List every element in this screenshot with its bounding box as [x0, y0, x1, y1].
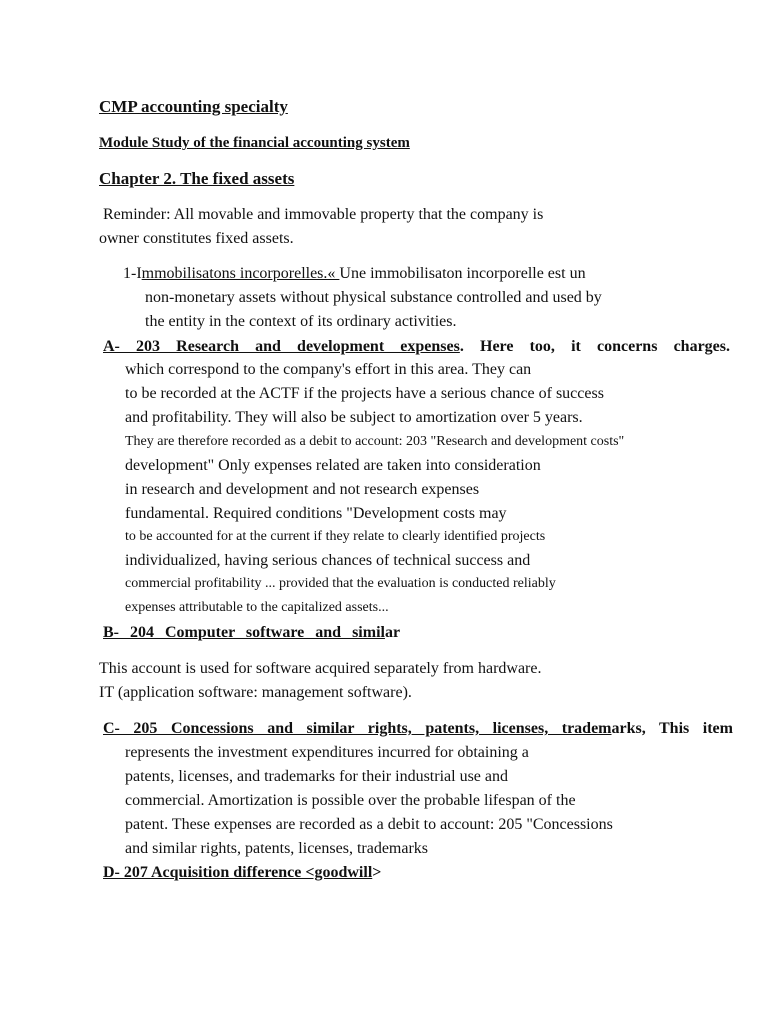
section-c-line-1: represents the investment expenditures incurred for obtaining a — [125, 744, 529, 761]
item1-title: mmobilisatons incorporelles.« — [141, 265, 340, 282]
item1-first-line — [123, 264, 586, 284]
section-c-title-rest: arks, This item — [611, 720, 733, 737]
section-b-heading — [103, 623, 400, 643]
reminder-line-1: Reminder: All movable and immovable property that the company is — [103, 206, 544, 223]
section-a-title: A- 203 Research and development expenses — [103, 338, 460, 355]
section-a-line-10: commercial profitability ... provided that the evaluation is conducted reliably — [125, 576, 556, 591]
section-b-title: B- 204 Computer software and simil — [103, 624, 385, 641]
section-a-title-rest: . Here too, it concerns charges. — [459, 338, 731, 355]
section-c-line-4: patent. These expenses are recorded as a debit to account: 205 "Concessions — [125, 816, 613, 833]
section-a-line-6: in research and development and not research expenses — [125, 481, 480, 498]
section-d-title-tail: > — [372, 864, 382, 881]
section-c-line-3: commercial. Amortization is possible over the probable lifespan of the — [125, 792, 576, 809]
section-a-line-9: individualized, having serious chances of technical success and — [125, 552, 531, 569]
section-a-line-11: expenses attributable to the capitalized assets... — [125, 600, 389, 615]
section-a-line-2: to be recorded at the ACTF if the projects have a serious chance of success — [125, 385, 604, 402]
section-b-line-2: IT (application software: management software). — [99, 684, 412, 701]
item1-line-2: non-monetary assets without physical substance controlled and used by — [145, 289, 602, 306]
section-d-heading — [103, 863, 381, 883]
section-c-line-5: and similar rights, patents, licenses, trademarks — [125, 840, 429, 857]
section-b-title-tail: ar — [384, 624, 401, 641]
section-b-line-1: This account is used for software acquired separately from hardware. — [99, 660, 542, 677]
section-a-line-3: and profitability. They will also be subject to amortization over 5 years. — [125, 409, 583, 426]
section-a-line-5: development" Only expenses related are taken into consideration — [125, 457, 541, 474]
section-a-line-8: to be accounted for at the current if they relate to clearly identified projects — [125, 529, 546, 544]
section-c-title: C- 205 Concessions and similar rights, patents, licenses, tradem — [103, 720, 612, 737]
section-a-line-4: They are therefore recorded as a debit to account: 203 "Research and development costs" — [125, 434, 625, 449]
module-title: Module Study of the financial accounting system — [99, 135, 410, 151]
section-c-line-2: patents, licenses, and trademarks for their industrial use and — [125, 768, 508, 785]
section-d-title: D- 207 Acquisition difference <goodwill — [103, 864, 373, 881]
item1-prefix: 1-I — [123, 265, 142, 282]
chapter-title: Chapter 2. The fixed assets — [99, 169, 295, 188]
item1-line-3: the entity in the context of its ordinary activities. — [145, 313, 457, 330]
reminder-line-2: owner constitutes fixed assets. — [99, 230, 294, 247]
document-title: CMP accounting specialty — [99, 97, 288, 116]
item1-line1-rest: Une immobilisaton incorporelle est un — [339, 265, 586, 282]
section-a-heading — [103, 337, 730, 357]
section-a-line-1: which correspond to the company's effort in this area. They can — [125, 361, 532, 378]
section-a-line-7: fundamental. Required conditions "Development costs may — [125, 505, 507, 522]
section-c-heading — [103, 719, 733, 739]
